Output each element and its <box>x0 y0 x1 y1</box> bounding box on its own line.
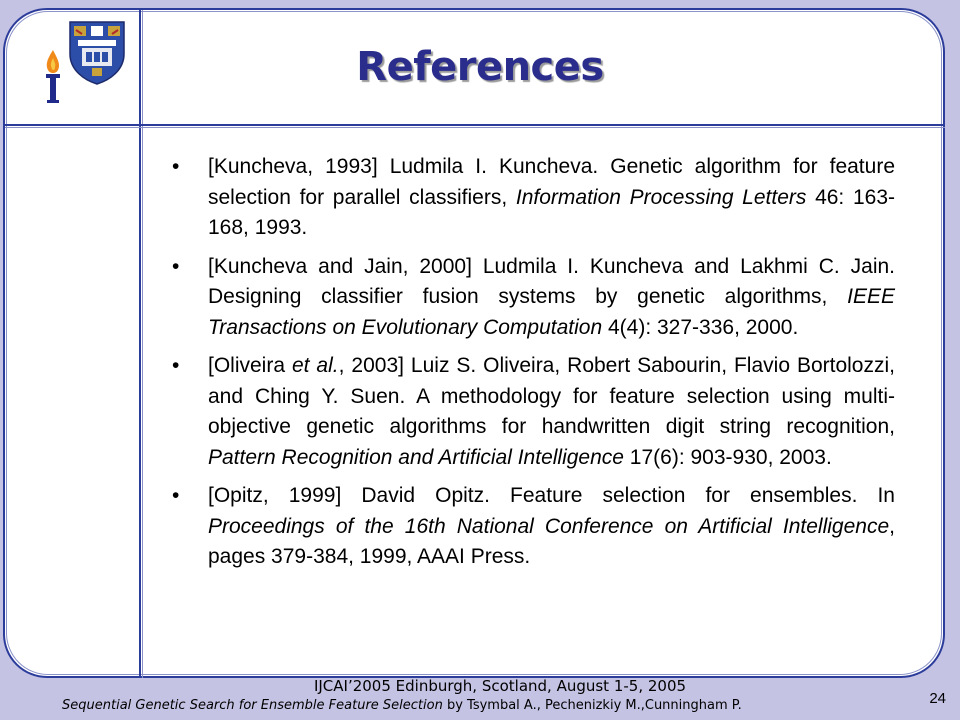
reference-item <box>170 481 895 573</box>
vertical-divider-thin <box>142 10 143 678</box>
footer-citation <box>62 698 742 713</box>
reference-italic-text: Pattern Recognition and Artificial Intelligence <box>208 445 624 469</box>
reference-text: , 2003] Luiz S. Oliveira, Robert Sabourin, Flavio Bortolozzi, and Ching Y. Suen. A methodology for feature selection using multi-objective genetic algorithms for handwritten digit string recognition, <box>208 354 895 438</box>
page-number: 24 <box>929 690 946 707</box>
reference-text: 4(4): 327-336, 2000. <box>602 315 799 339</box>
reference-italic-text: Information Processing Letters <box>515 185 807 209</box>
reference-text: [Opitz, 1999] David Opitz. Feature selection for ensembles. In <box>208 484 895 507</box>
slide-title: References <box>356 44 604 90</box>
reference-text: 46: 163-168, 1993. <box>208 185 895 239</box>
reference-italic-text: Proceedings of the 16th National Conference on Artificial Intelligence <box>208 514 890 538</box>
horizontal-divider-thin <box>5 127 945 128</box>
bullet-marker: • <box>172 254 180 278</box>
reference-text: , pages 379-384, 1999, AAAI Press. <box>208 514 895 568</box>
reference-text: [Kuncheva and Jain, 2000] Ludmila I. Kuncheva and Lakhmi C. Jain. Designing classifier fusion systems by genetic algorithms, <box>208 254 895 308</box>
footer-conference: IJCAI’2005 Edinburgh, Scotland, August 1-5, 2005 <box>313 677 687 695</box>
footer-authors-prefix: by <box>442 698 468 713</box>
vertical-divider <box>139 10 141 678</box>
footer-authors: Tsymbal A., Pechenizkiy M.,Cunningham P. <box>467 698 742 713</box>
references-list <box>170 152 895 581</box>
bullet-marker: • <box>172 354 180 377</box>
horizontal-divider <box>5 124 945 126</box>
reference-text: [Kuncheva, 1993] Ludmila I. Kuncheva. Genetic algorithm for feature selection for parallel classifiers, <box>208 155 895 209</box>
reference-item <box>170 252 895 344</box>
reference-item <box>170 351 895 473</box>
reference-text: 17(6): 903-930, 2003. <box>623 445 832 469</box>
reference-italic-text: IEEE Transactions on Evolutionary Computation <box>208 285 895 339</box>
footer-paper-title: Sequential Genetic Search for Ensemble Feature Selection <box>62 698 443 713</box>
bullet-marker: • <box>172 155 180 178</box>
reference-item <box>170 152 895 244</box>
reference-italic-text: et al. <box>291 354 339 377</box>
bullet-marker: • <box>172 484 180 507</box>
reference-text: [Oliveira <box>208 354 292 377</box>
